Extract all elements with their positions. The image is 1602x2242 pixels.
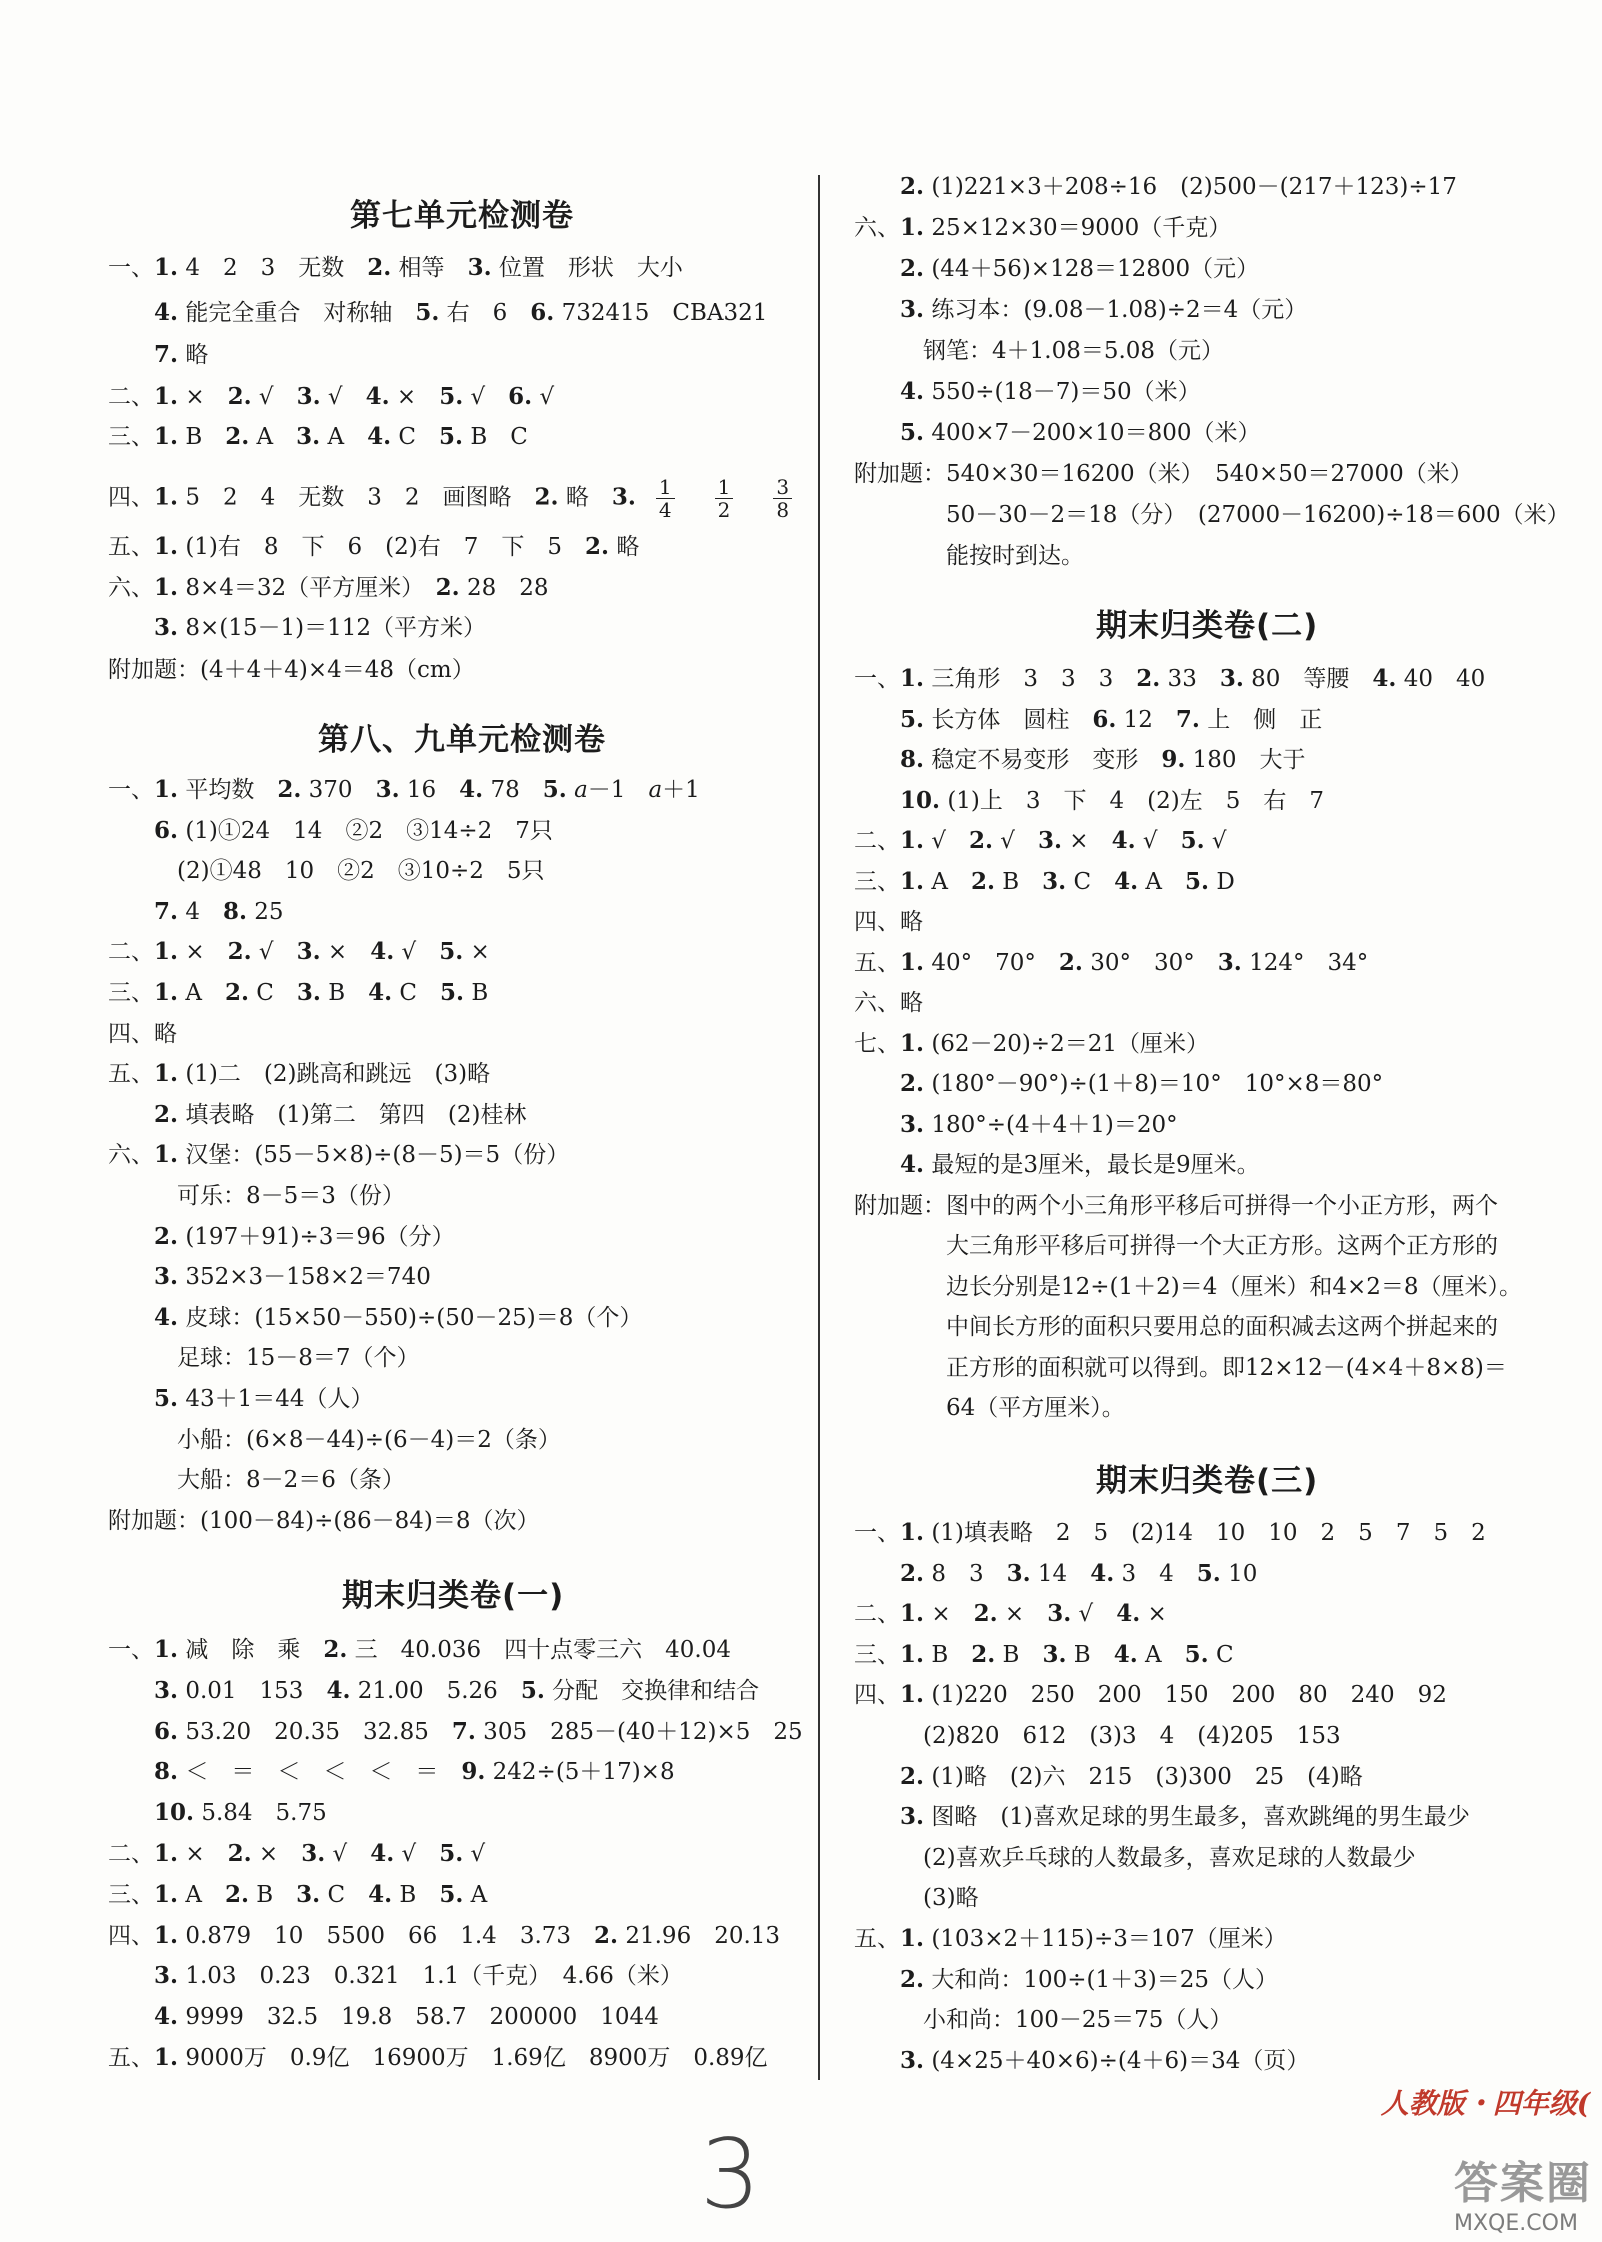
answer-line: 附加题：图中的两个小三角形平移后可拼得一个小正方形，两个	[854, 1193, 1498, 1219]
answer-line: 8. 稳定不易变形 变形 9. 180 大于	[900, 746, 1306, 773]
watermark-logo: 答案圈	[1454, 2158, 1592, 2209]
answer-line: 附加题：540×30＝16200（米） 540×50＝27000（米）	[854, 461, 1473, 487]
section-title-final3: 期末归类卷(三)	[1096, 1463, 1319, 1499]
answer-line: 四、略	[854, 909, 923, 935]
answer-line: 三、1. B 2. A 3. A 4. C 5. B C	[108, 423, 528, 450]
section-title-unit89: 第八、九单元检测卷	[318, 722, 606, 758]
answer-line: 2. (44＋56)×128＝12800（元）	[900, 255, 1260, 282]
answer-line: 3. 1.03 0.23 0.321 1.1（千克） 4.66（米）	[154, 1962, 683, 1989]
answer-line: 2. 填表略 (1)第二 第四 (2)桂林	[154, 1101, 527, 1128]
answer-line: 10. 5.84 5.75	[154, 1799, 327, 1826]
answer-line: 小船：(6×8－44)÷(6－4)＝2（条）	[108, 1427, 561, 1453]
answer-line: 六、1. 汉堡：(55－5×8)÷(8－5)＝5（份）	[108, 1141, 570, 1168]
answer-line: 8. ＜ ＝ ＜ ＜ ＜ ＝ 9. 242÷(5＋17)×8	[154, 1758, 675, 1785]
answer-line: 2. (1)221×3＋208÷16 (2)500－(217＋123)÷17	[900, 173, 1457, 200]
answer-line: 四、1. (1)220 250 200 150 200 80 240 92	[854, 1681, 1447, 1708]
section-title-final2: 期末归类卷(二)	[1096, 608, 1319, 644]
answer-line: 三、1. A 2. B 3. C 4. A 5. D	[854, 868, 1235, 895]
answer-line: 正方形的面积就可以得到。即12×12－(4×4＋8×8)＝	[854, 1355, 1507, 1381]
answer-line: 四、1. 0.879 10 5500 66 1.4 3.73 2. 21.96 20.13	[108, 1922, 781, 1949]
answer-line: 附加题：(4＋4＋4)×4＝48（cm）	[108, 657, 475, 683]
answer-line: 钢笔：4＋1.08＝5.08（元）	[854, 338, 1225, 364]
answer-line: 3. (4×25＋40×6)÷(4＋6)＝34（页）	[900, 2047, 1310, 2074]
answer-line: 6. (1)①24 14 ②2 ③14÷2 7只	[154, 817, 553, 844]
answer-line: 一、1. 减 除 乘 2. 三 40.036 四十点零三六 40.04	[108, 1636, 731, 1663]
answer-line: 64（平方厘米）。	[854, 1395, 1125, 1421]
answer-line: 3. 8×(15－1)＝112（平方米）	[154, 614, 486, 641]
answer-line: 能按时到达。	[854, 543, 1084, 569]
answer-line: (2)喜欢乒乓球的人数最多，喜欢足球的人数最少	[854, 1845, 1416, 1871]
answer-line: 10. (1)上 3 下 4 (2)左 5 右 7	[900, 787, 1325, 814]
page-number: 3	[700, 2120, 761, 2230]
column-divider	[818, 175, 820, 2080]
answer-line: 五、1. 40° 70° 2. 30° 30° 3. 124° 34°	[854, 949, 1369, 976]
answer-line: 4. 最短的是3厘米，最长是9厘米。	[900, 1151, 1260, 1178]
answer-line: 边长分别是12÷(1＋2)＝4（厘米）和4×2＝8（厘米）。	[854, 1274, 1523, 1300]
answer-line: 3. 352×3－158×2＝740	[154, 1263, 431, 1290]
answer-line: 四、略	[108, 1021, 177, 1047]
answer-line: 大三角形平移后可拼得一个大正方形。这两个正方形的	[854, 1233, 1498, 1259]
answer-line: 7. 略	[154, 341, 209, 368]
fraction: $\frac{3}{8}$	[773, 476, 792, 521]
answer-line: 可乐：8－5＝3（份）	[108, 1183, 405, 1209]
answer-line: 7. 4 8. 25	[154, 898, 284, 925]
answer-line: 2. (1)略 (2)六 215 (3)300 25 (4)略	[900, 1763, 1363, 1790]
answer-line: 三、1. A 2. B 3. C 4. B 5. A	[108, 1881, 488, 1908]
answer-line: 4. 9999 32.5 19.8 58.7 200000 1044	[154, 2003, 659, 2030]
answer-line: 中间长方形的面积只要用总的面积减去这两个拼起来的	[854, 1314, 1498, 1340]
answer-line: 六、略	[854, 990, 923, 1016]
watermark-url: MXQE.COM	[1454, 2211, 1578, 2236]
answer-line: 二、1. × 2. × 3. √ 4. ×	[854, 1600, 1167, 1627]
answer-line: 4. 能完全重合 对称轴 5. 右 6 6. 732415 CBA321	[154, 299, 768, 326]
answer-line: 2. (180°－90°)÷(1＋8)＝10° 10°×8＝80°	[900, 1070, 1384, 1097]
answer-line: 二、1. × 2. √ 3. √ 4. × 5. √ 6. √	[108, 383, 555, 410]
answer-line: 六、1. 25×12×30＝9000（千克）	[854, 214, 1232, 241]
fraction: $\frac{1}{2}$	[715, 476, 734, 521]
section-title-unit7: 第七单元检测卷	[350, 198, 574, 234]
section-title-final1: 期末归类卷(一)	[342, 1578, 565, 1614]
answer-line: 小和尚：100－25＝75（人）	[854, 2007, 1233, 2033]
answer-line: 大船：8－2＝6（条）	[108, 1467, 405, 1493]
answer-line: 5. 长方体 圆柱 6. 12 7. 上 侧 正	[900, 706, 1323, 733]
answer-line: 五、1. 9000万 0.9亿 16900万 1.69亿 8900万 0.89亿	[108, 2044, 768, 2071]
answer-line: 4. 皮球：(15×50－550)÷(50－25)＝8（个）	[154, 1304, 643, 1331]
answer-line: (3)略	[854, 1885, 979, 1911]
answer-line: 五、1. (1)右 8 下 6 (2)右 7 下 5 2. 略	[108, 533, 640, 560]
answer-line: 4. 550÷(18－7)＝50（米）	[900, 378, 1201, 405]
answer-line: 2. 8 3 3. 14 4. 3 4 5. 10	[900, 1560, 1258, 1587]
answer-line: 二、1. √ 2. √ 3. × 4. √ 5. √	[854, 827, 1227, 854]
answer-line: 一、1. 平均数 2. 370 3. 16 4. 78 5. a－1 a＋1	[108, 776, 700, 803]
answer-line: 50－30－2＝18（分） (27000－16200)÷18＝600（米）	[854, 502, 1570, 528]
answer-line: 3. 0.01 153 4. 21.00 5.26 5. 分配 交换律和结合	[154, 1677, 760, 1704]
answer-line: 一、1. 4 2 3 无数 2. 相等 3. 位置 形状 大小	[108, 254, 683, 281]
answer-line: 5. 400×7－200×10＝800（米）	[900, 419, 1261, 446]
answer-line: 3. 图略 (1)喜欢足球的男生最多，喜欢跳绳的男生最少	[900, 1803, 1470, 1830]
answer-line: 六、1. 8×4＝32（平方厘米） 2. 28 28	[108, 574, 549, 601]
watermark	[1454, 2147, 1592, 2236]
answer-line: 足球：15－8＝7（个）	[108, 1345, 420, 1371]
answer-line: 一、1. 三角形 3 3 3 2. 33 3. 80 等腰 4. 40 40	[854, 665, 1486, 692]
answer-line: 七、1. (62－20)÷2＝21（厘米）	[854, 1030, 1209, 1057]
answer-line: (2)①48 10 ②2 ③10÷2 5只	[108, 858, 545, 884]
answer-line: 3. 180°÷(4＋4＋1)＝20°	[900, 1111, 1178, 1138]
answer-line: 五、1. (1)二 (2)跳高和跳远 (3)略	[108, 1060, 491, 1087]
answer-line: 二、1. × 2. √ 3. × 4. √ 5. ×	[108, 938, 490, 965]
answer-line: (2)820 612 (3)3 4 (4)205 153	[854, 1723, 1341, 1749]
footer-edition-label: 人教版・四年级(	[1380, 2087, 1590, 2120]
answer-line: 四、1. 5 2 4 无数 3 2 画图略 2. 略 3. $\frac{1}{4}$ $\frac{1}{2}$ $\frac{3}{8}$	[108, 476, 812, 521]
answer-line: 2. (197＋91)÷3＝96（分）	[154, 1223, 455, 1250]
answer-line: 三、1. B 2. B 3. B 4. A 5. C	[854, 1641, 1234, 1668]
answer-line: 附加题：(100－84)÷(86－84)＝8（次）	[108, 1508, 540, 1534]
fraction: $\frac{1}{4}$	[656, 476, 675, 521]
answer-line: 五、1. (103×2＋115)÷3＝107（厘米）	[854, 1925, 1287, 1952]
answer-line: 6. 53.20 20.35 32.85 7. 305 285－(40＋12)×5 25	[154, 1718, 803, 1745]
answer-line: 2. 大和尚：100÷(1＋3)＝25（人）	[900, 1966, 1278, 1993]
answer-line: 5. 43＋1＝44（人）	[154, 1385, 374, 1412]
answer-line: 三、1. A 2. C 3. B 4. C 5. B	[108, 979, 489, 1006]
answer-line: 一、1. (1)填表略 2 5 (2)14 10 10 2 5 7 5 2	[854, 1519, 1486, 1546]
answer-line: 二、1. × 2. × 3. √ 4. √ 5. √	[108, 1840, 486, 1867]
answer-line: 3. 练习本：(9.08－1.08)÷2＝4（元）	[900, 296, 1308, 323]
